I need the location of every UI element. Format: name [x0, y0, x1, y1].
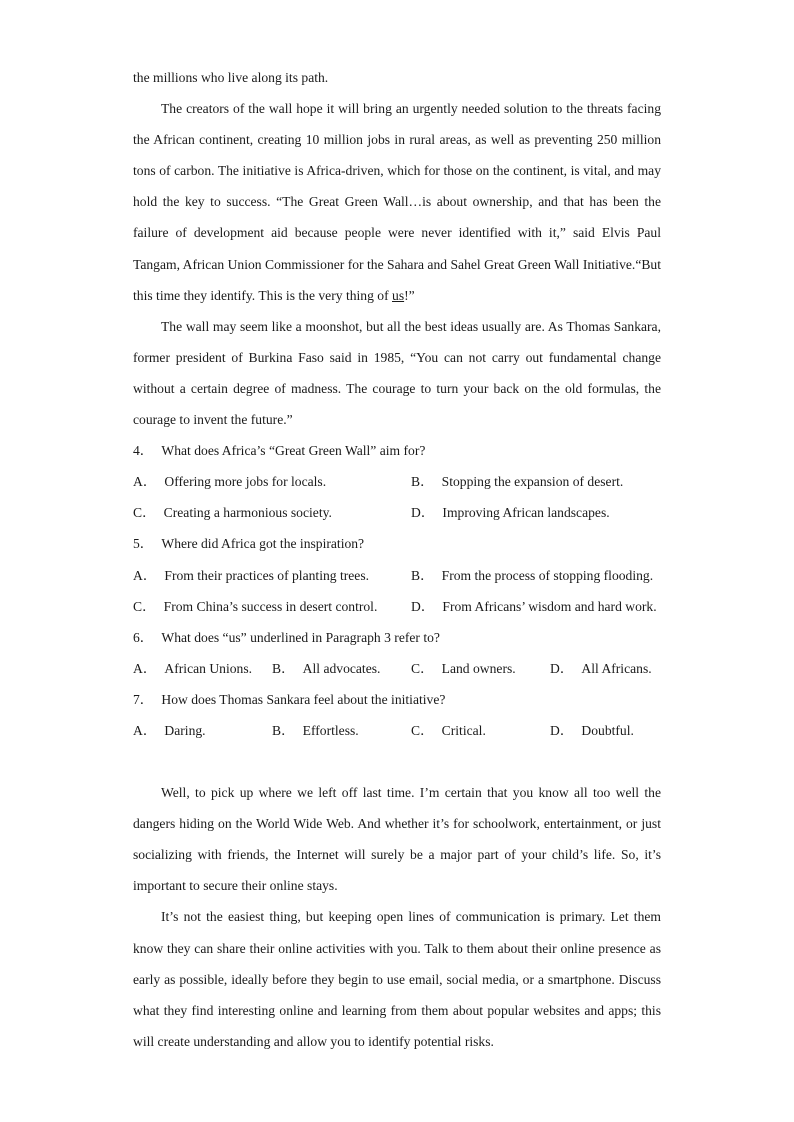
option-letter: C．	[411, 722, 434, 738]
option-a[interactable]	[133, 715, 272, 746]
question-5-options	[133, 560, 661, 622]
option-letter: C．	[133, 505, 156, 521]
question-number: 4．	[133, 443, 154, 459]
section-gap	[133, 746, 661, 777]
option-text: Doubtful.	[581, 722, 634, 738]
underlined-us: us	[392, 287, 405, 303]
question-number: 5．	[133, 536, 154, 552]
option-d[interactable]	[411, 497, 661, 528]
question-number: 6．	[133, 629, 154, 645]
option-text: From the process of stopping flooding.	[441, 567, 654, 583]
option-text: Creating a harmonious society.	[163, 505, 332, 521]
option-text: Critical.	[441, 722, 486, 738]
option-text: Stopping the expansion of desert.	[441, 474, 624, 490]
option-d[interactable]	[550, 715, 661, 746]
option-text: Improving African landscapes.	[442, 505, 610, 521]
option-d[interactable]	[550, 653, 661, 684]
option-text: From China’s success in desert control.	[163, 598, 378, 614]
option-text: African Unions.	[164, 660, 253, 676]
option-d[interactable]	[411, 591, 661, 622]
question-4-options	[133, 466, 661, 528]
option-letter: D．	[411, 598, 435, 614]
option-b[interactable]	[272, 653, 411, 684]
option-a[interactable]	[133, 653, 272, 684]
question-6-options	[133, 653, 661, 684]
question-5	[133, 528, 661, 559]
passage2-paragraph-1: Well, to pick up where we left off last time. I’m certain that you know all too well the dangers hiding on the World Wide Web. And whether it’s for schoolwork, entertainment, or just socializing with friends, the Internet will surely be a major part of your child’s life. So, it’s important to secure their online stays.	[133, 785, 661, 894]
option-letter: A．	[133, 567, 157, 583]
option-text: Offering more jobs for locals.	[164, 474, 327, 490]
option-text: All Africans.	[581, 660, 652, 676]
question-text: What does Africa’s “Great Green Wall” aim for?	[161, 443, 426, 459]
question-text: Where did Africa got the inspiration?	[161, 536, 365, 552]
question-text: What does “us” underlined in Paragraph 3 refer to?	[161, 629, 440, 645]
question-6	[133, 622, 661, 653]
question-7	[133, 684, 661, 715]
question-text: How does Thomas Sankara feel about the initiative?	[161, 691, 446, 707]
option-text: Daring.	[164, 722, 206, 738]
passage2-paragraph-2: It’s not the easiest thing, but keeping open lines of communication is primary. Let them know they can share their online activities with you. Talk to them about their online presence as early as possible, ideally before they begin to use email, social media, or a smartphone. Discuss what they find interesting online and learning from them about popular websites and apps; this will create understanding and allow you to identify potential risks.	[133, 909, 661, 1049]
option-a[interactable]	[133, 560, 411, 591]
option-c[interactable]	[133, 497, 411, 528]
option-letter: D．	[411, 505, 435, 521]
passage1-paragraph-0: the millions who live along its path.	[133, 70, 329, 85]
passage1-paragraph-2: The wall may seem like a moonshot, but all the best ideas usually are. As Thomas Sankara, former president of Burkina Faso said in 1985, “You can not carry out fundamental change without a certain degree of madness. The courage to turn your back on the old formulas, the courage to invent the future.”	[133, 318, 661, 428]
question-7-options	[133, 715, 661, 746]
option-b[interactable]	[411, 466, 661, 497]
option-letter: B．	[411, 567, 434, 583]
option-letter: A．	[133, 474, 157, 490]
question-number: 7．	[133, 691, 154, 707]
passage1-paragraph-1-end: !”	[404, 287, 415, 303]
option-letter: B．	[272, 722, 295, 738]
option-c[interactable]	[133, 591, 411, 622]
option-letter: C．	[133, 598, 156, 614]
option-c[interactable]	[411, 715, 550, 746]
option-letter: D．	[550, 722, 574, 738]
option-letter: B．	[272, 660, 295, 676]
option-letter: D．	[550, 660, 574, 676]
option-letter: C．	[411, 660, 434, 676]
option-letter: A．	[133, 722, 157, 738]
option-b[interactable]	[411, 560, 661, 591]
option-text: From Africans’ wisdom and hard work.	[442, 598, 657, 614]
passage1-paragraph-1-text: The creators of the wall hope it will bring an urgently needed solution to the threats facing the African continent, creating 10 million jobs in rural areas, as well as preventing 250 million tons of carbon. The initiative is Africa-driven, which for those on the continent, is vital, and may hold the key to success. “The Great Green Wall…is about ownership, and that has been the failure of development aid because people were never identified with it,” said Elvis Paul Tangam, African Union Commissioner for the Sahara and Sahel Great Green Wall Initiative.“But this time they identify. This is the very thing of	[133, 101, 661, 303]
option-text: All advocates.	[302, 660, 381, 676]
option-text: From their practices of planting trees.	[164, 567, 370, 583]
option-a[interactable]	[133, 466, 411, 497]
option-b[interactable]	[272, 715, 411, 746]
option-c[interactable]	[411, 653, 550, 684]
question-4	[133, 435, 661, 466]
document-page	[133, 62, 661, 1057]
option-text: Effortless.	[302, 722, 359, 738]
option-letter: A．	[133, 660, 157, 676]
option-letter: B．	[411, 474, 434, 490]
option-text: Land owners.	[441, 660, 516, 676]
passage1-paragraph-1	[133, 93, 661, 311]
